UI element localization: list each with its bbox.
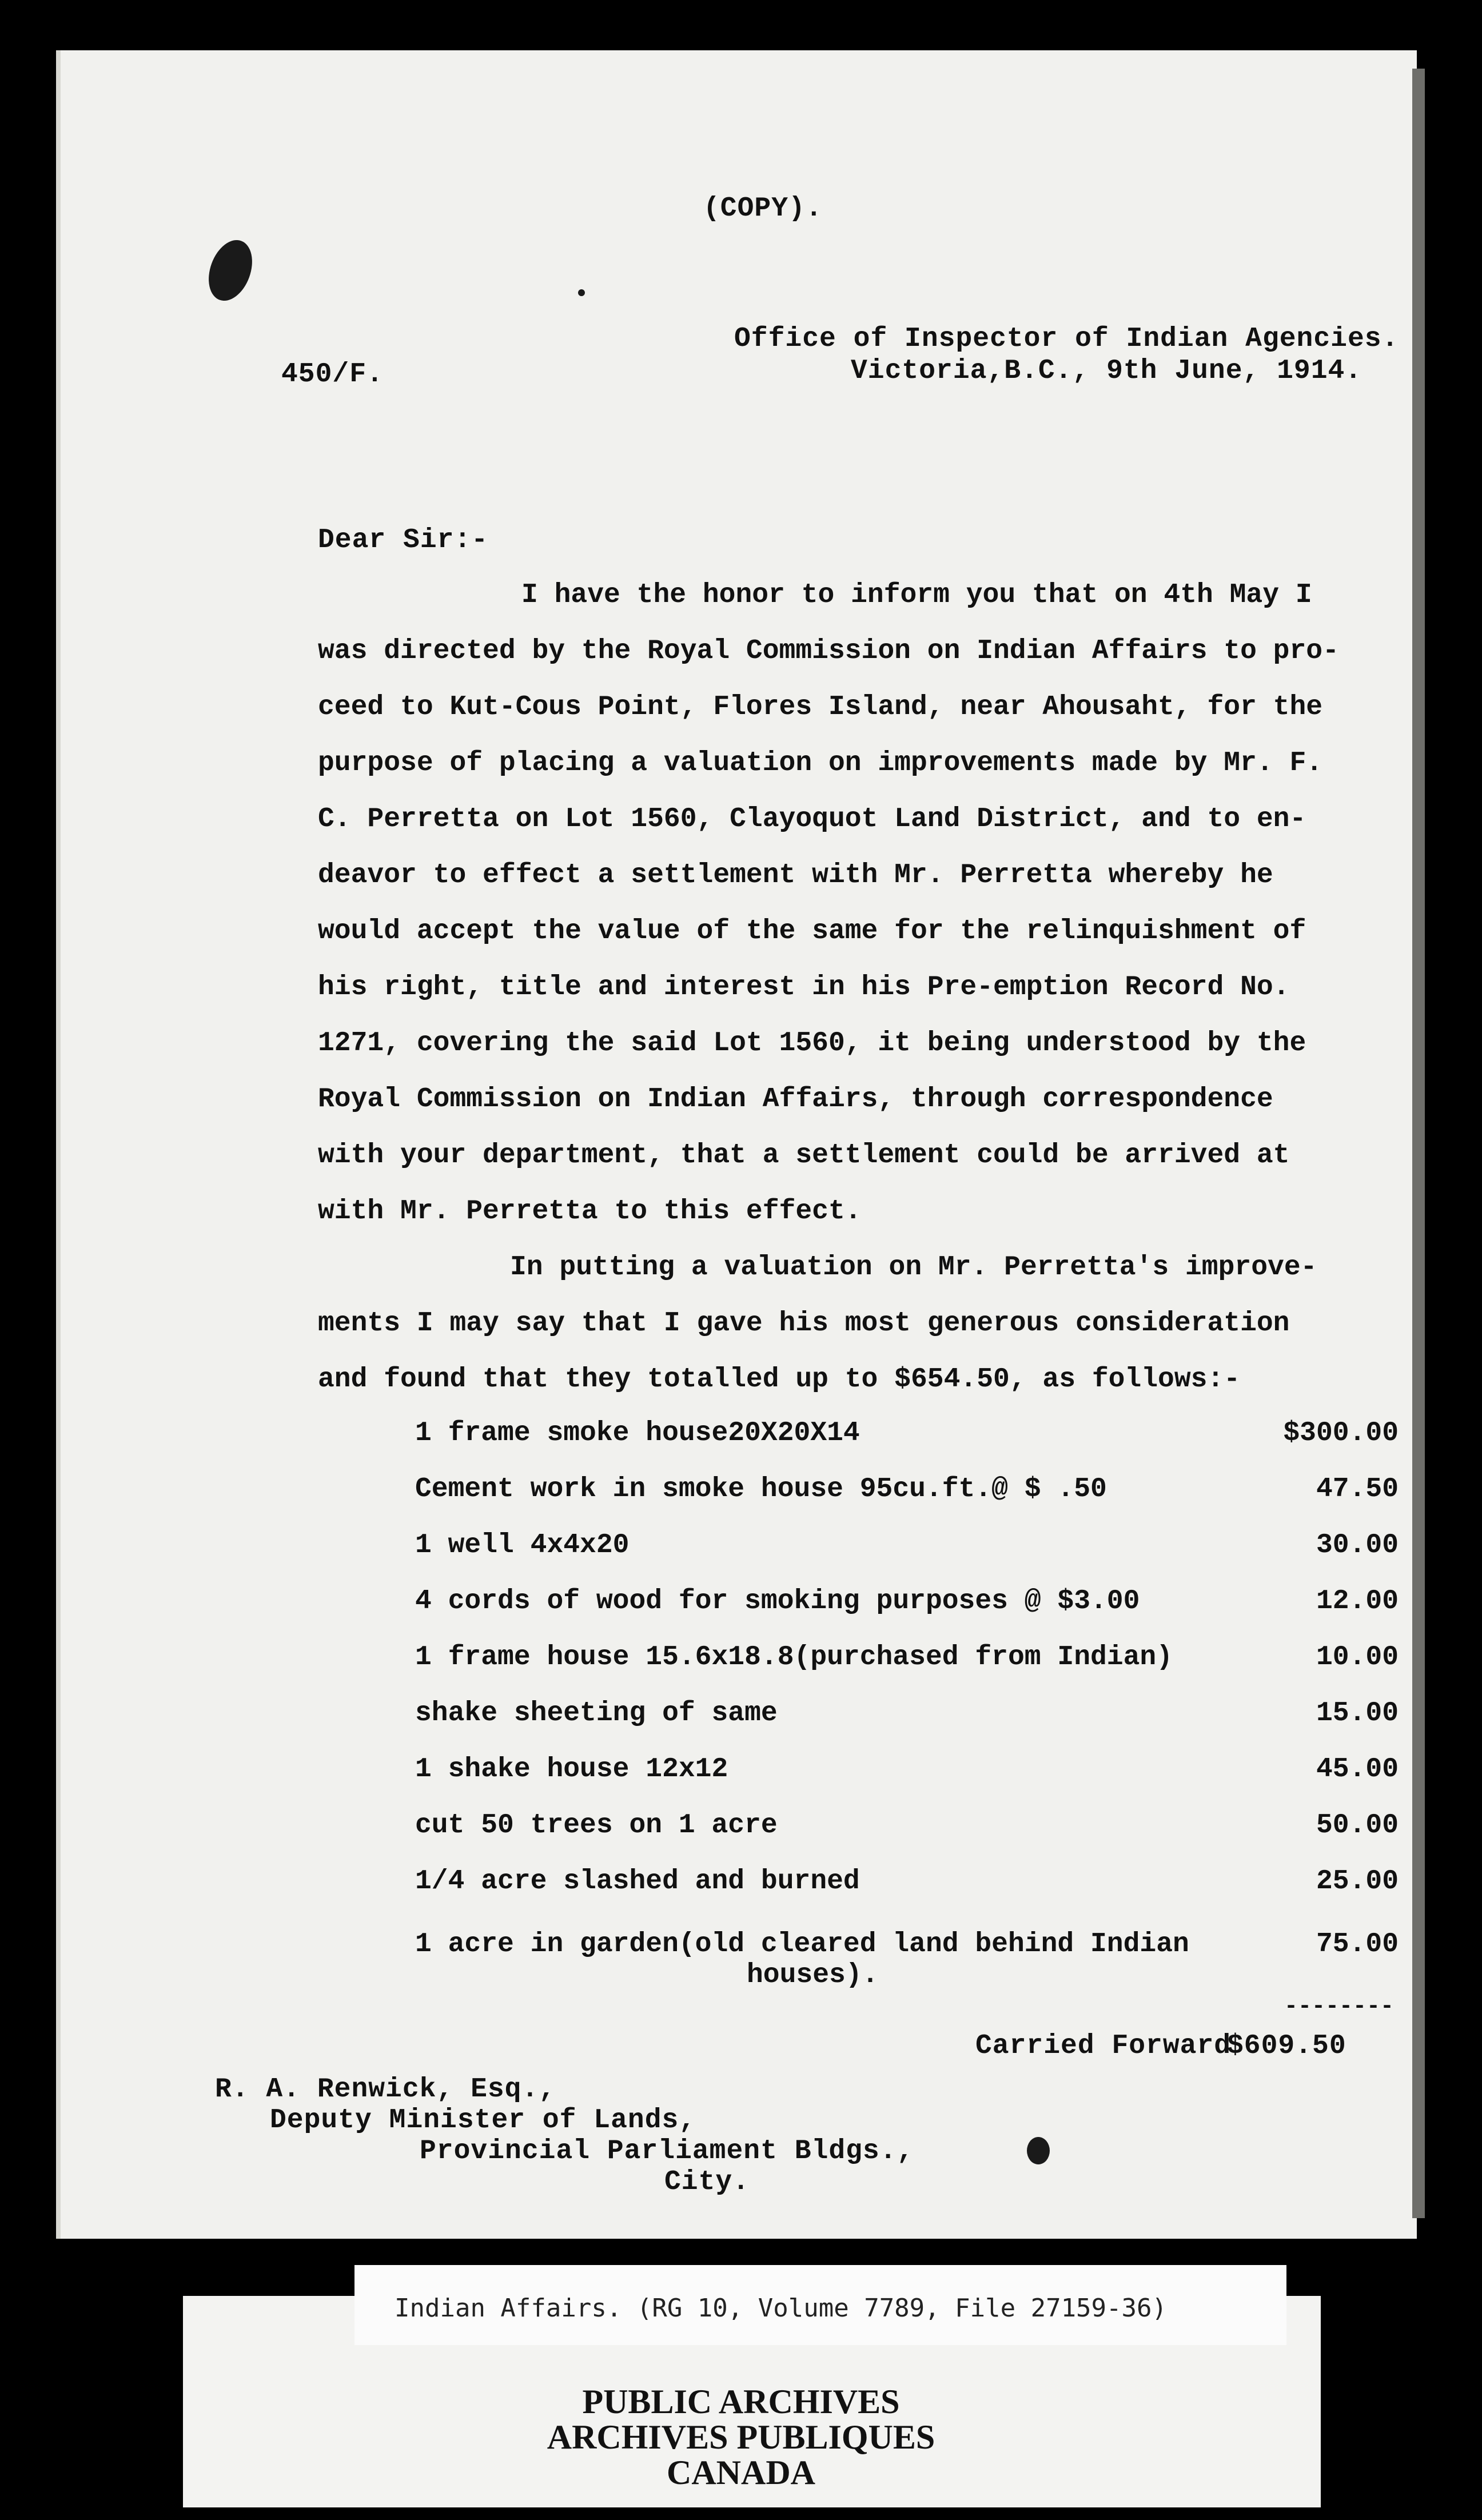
item-description: Cement work in smoke house 95cu.ft.@ $ .50 [415, 1474, 1107, 1505]
item-amount: 50.00 [1316, 1810, 1399, 1841]
item-description: 1 frame smoke house20X20X14 [415, 1418, 860, 1449]
text-line: was directed by the Royal Commission on Indian Affairs to pro- [318, 636, 1339, 667]
valuation-item [415, 1929, 1399, 1991]
valuation-item [415, 1586, 1399, 1617]
recipient-name: R. A. Renwick, Esq., [215, 2074, 556, 2105]
item-description-continued: houses). [747, 1960, 879, 1991]
archives-stamp [0, 2384, 1482, 2490]
ink-speck [578, 289, 585, 296]
item-description: cut 50 trees on 1 acre [415, 1810, 778, 1841]
stamp-line: CANADA [667, 2454, 815, 2491]
text-line: C. Perretta on Lot 1560, Clayoquot Land District, and to en- [318, 804, 1306, 835]
text-line: Royal Commission on Indian Affairs, through correspondence [318, 1084, 1273, 1115]
archive-label [354, 2265, 1286, 2345]
sum-rule: -------- [1284, 1994, 1395, 2020]
item-amount: 47.50 [1316, 1474, 1399, 1505]
text-line: and found that they totalled up to $654.50, as follows:- [318, 1364, 1241, 1395]
item-description: 1 shake house 12x12 [415, 1754, 728, 1785]
item-amount: 15.00 [1316, 1698, 1399, 1729]
page-edge-shadow [1412, 69, 1425, 2218]
archive-reference: Indian Affairs. (RG 10, Volume 7789, File 27159-36) [395, 2294, 1168, 2323]
item-description: 1/4 acre slashed and burned [415, 1866, 860, 1897]
item-description: shake sheeting of same [415, 1698, 778, 1729]
letter-page [56, 50, 1417, 2239]
item-description: 1 acre in garden(old cleared land behind Indian [415, 1929, 1189, 1960]
salutation: Dear Sir:- [318, 525, 489, 556]
valuation-item [415, 1698, 1399, 1729]
text-line: his right, title and interest in his Pre-emption Record No. [318, 972, 1290, 1003]
text-line: 1271, covering the said Lot 1560, it being understood by the [318, 1028, 1306, 1059]
valuation-item [415, 1418, 1399, 1449]
text-line: deavor to effect a settlement with Mr. Perretta whereby he [318, 860, 1273, 891]
item-description: 1 frame house 15.6x18.8(purchased from Indian) [415, 1642, 1173, 1673]
recipient-address: Provincial Parliament Bldgs., [420, 2136, 914, 2167]
item-amount: 10.00 [1316, 1642, 1399, 1673]
text-line: purpose of placing a valuation on improvements made by Mr. F. [318, 748, 1323, 779]
text-line: I have the honor to inform you that on 4th May I [521, 580, 1312, 611]
copy-mark: (COPY). [703, 193, 823, 224]
ink-blot [201, 234, 260, 306]
text-line: with your department, that a settlement could be arrived at [318, 1140, 1290, 1171]
item-amount: 45.00 [1316, 1754, 1399, 1785]
valuation-item [415, 1642, 1399, 1673]
valuation-item [415, 1810, 1399, 1841]
recipient-title: Deputy Minister of Lands, [270, 2105, 696, 2136]
carried-forward-label: Carried Forward [975, 2031, 1232, 2062]
valuation-item [415, 1866, 1399, 1897]
item-amount: 30.00 [1316, 1530, 1399, 1561]
item-amount: $300.00 [1283, 1418, 1399, 1449]
text-line: ments I may say that I gave his most generous consideration [318, 1308, 1290, 1339]
carried-forward-amount: $609.50 [1227, 2031, 1346, 2062]
valuation-item [415, 1754, 1399, 1785]
text-line: with Mr. Perretta to this effect. [318, 1196, 862, 1227]
item-description: 4 cords of wood for smoking purposes @ $3.00 [415, 1586, 1140, 1617]
item-description: 1 well 4x4x20 [415, 1530, 630, 1561]
text-line: ceed to Kut-Cous Point, Flores Island, near Ahousaht, for the [318, 692, 1323, 723]
valuation-item [415, 1530, 1399, 1561]
valuation-item [415, 1474, 1399, 1505]
stamp-line: ARCHIVES PUBLIQUES [547, 2418, 935, 2456]
office-line-2: Victoria,B.C., 9th June, 1914. [851, 356, 1363, 386]
office-line-1: Office of Inspector of Indian Agencies. [734, 324, 1399, 354]
text-line: In putting a valuation on Mr. Perretta's improve- [510, 1252, 1317, 1283]
stamp-line: PUBLIC ARCHIVES [582, 2383, 900, 2421]
text-line: would accept the value of the same for the relinquishment of [318, 916, 1306, 947]
item-amount: 75.00 [1316, 1929, 1399, 1960]
ink-speck [1027, 2137, 1050, 2164]
item-amount: 12.00 [1316, 1586, 1399, 1617]
file-number: 450/F. [281, 359, 384, 390]
recipient-city: City. [664, 2167, 750, 2198]
item-amount: 25.00 [1316, 1866, 1399, 1897]
